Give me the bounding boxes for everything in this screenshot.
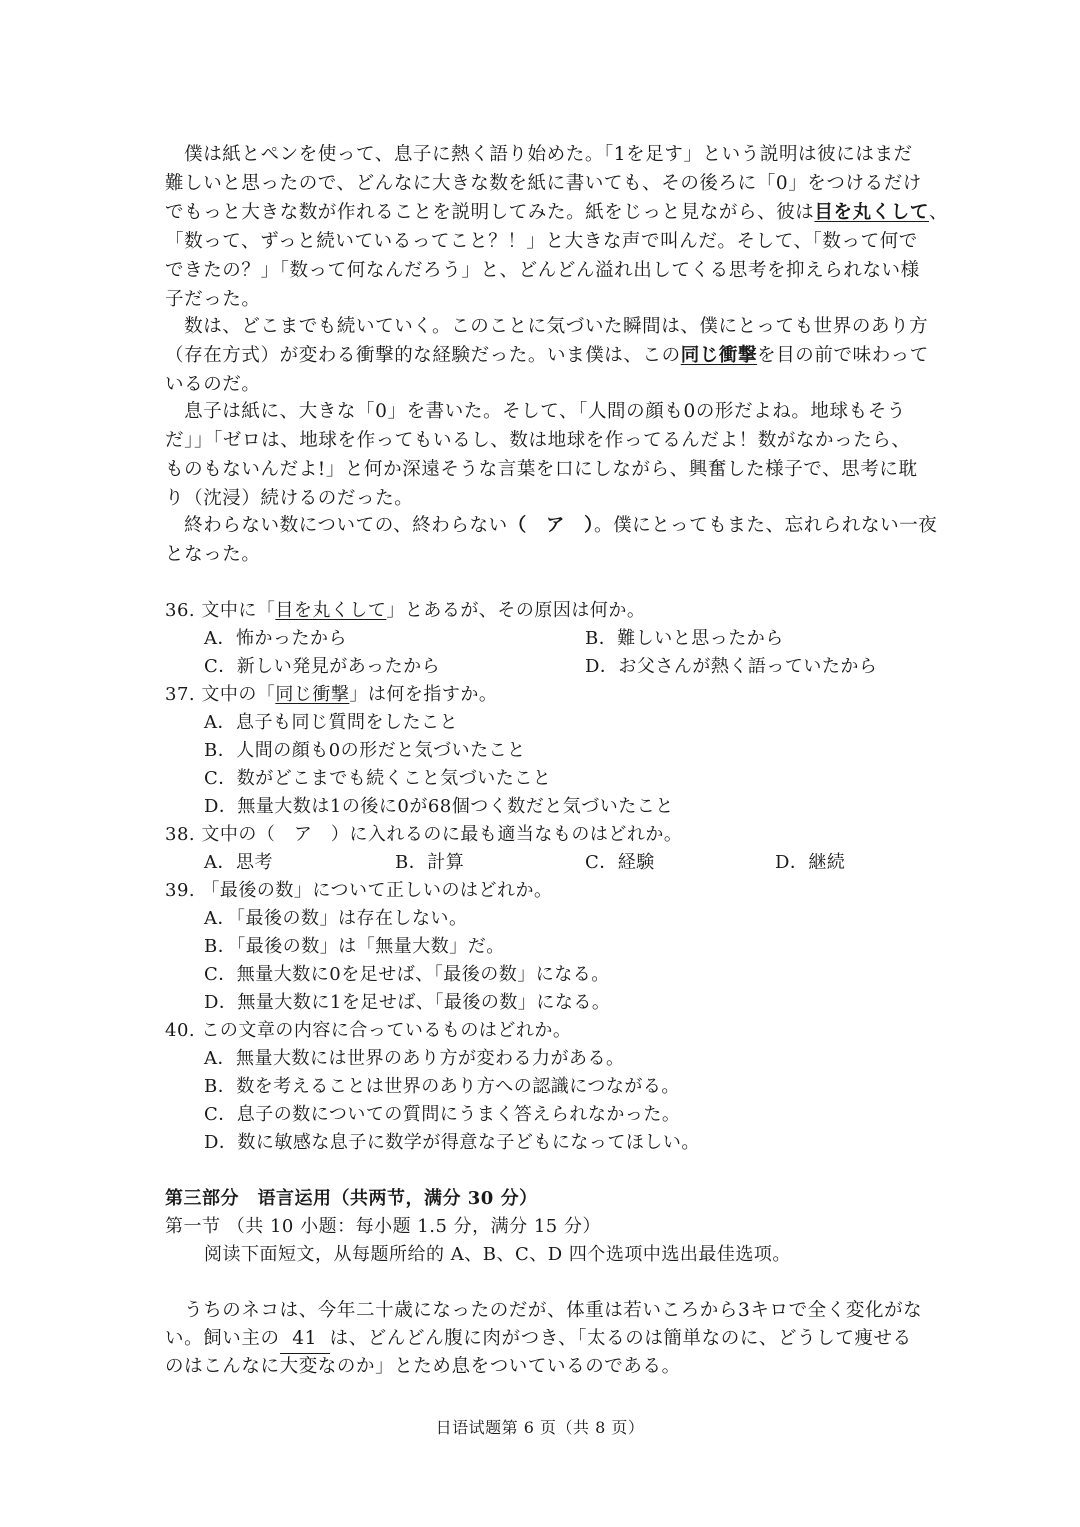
passage2-line: うちのネコは、今年二十歳になったのだが、体重は若いころから3キロで全く変化がな xyxy=(165,1300,923,1321)
option-37-b: B．人間の顔も0の形だと気づいたこと xyxy=(204,740,526,761)
option-37-c: C．数がどこまでも続くこと気づいたこと xyxy=(204,768,552,789)
passage2-line: のはこんなに大変なのか」とため息をついているのである。 xyxy=(165,1356,681,1377)
option-40-d: D．数に敏感な息子に数学が得意な子どもになってほしい。 xyxy=(204,1132,700,1153)
passage-line: ものもないんだよ!」と何か深遠そうな言葉を口にしながら、興奮した様子で、思考に耽 xyxy=(165,459,918,480)
option-36-a: A．怖かったから xyxy=(204,628,347,649)
option-39-b: B．「最後の数」は「無量大数」だ。 xyxy=(204,936,505,957)
option-36-d: D．お父さんが熱く語っていたから xyxy=(585,656,878,677)
option-38-a: A．思考 xyxy=(204,852,273,873)
option-38-c: C．経験 xyxy=(585,852,655,873)
underlined-phrase: 目を丸くして xyxy=(814,202,930,223)
blank-41: 41 xyxy=(280,1325,330,1354)
passage-line: 僕は紙とペンを使って、息子に熱く語り始めた。「1を足す」という説明は彼にはまだ xyxy=(165,144,913,165)
passage-line: 終わらない数についての、終わらない（ ア ）。僕にとってもまた、忘れられない一夜 xyxy=(165,515,938,536)
option-40-a: A．無量大数には世界のあり方が変わる力がある。 xyxy=(204,1048,625,1069)
passage2-line: い。飼い主の 41 は、どんどん腹に肉がつき、「太るのは簡単なのに、どうして痩せる xyxy=(165,1325,912,1354)
passage-line: 子だった。 xyxy=(165,289,261,310)
passage-line: （存在方式）が変わる衝撃的な経験だった。いま僕は、この同じ衝撃を目の前で味わって xyxy=(165,345,929,366)
passage-line: でもっと大きな数が作れることを説明してみた。紙をじっと見ながら、彼は目を丸くして、 xyxy=(165,202,949,223)
passage-line: 難しいと思ったので、どんなに大きな数を紙に書いても、その後ろに「0」をつけるだけ xyxy=(165,173,922,194)
option-37-a: A．息子も同じ質問をしたこと xyxy=(204,712,458,733)
section-instruction: 阅读下面短文，从每题所给的 A、B、C、D 四个选项中选出最佳选项。 xyxy=(204,1244,791,1265)
passage-line: り（沈浸）続けるのだった。 xyxy=(165,488,414,509)
option-40-b: B．数を考えることは世界のあり方への認識につながる。 xyxy=(204,1076,680,1097)
passage-line: だ」」「ゼロは、地球を作ってもいるし、数は地球を作ってるんだよ！数がなかったら、 xyxy=(165,430,911,451)
option-38-b: B．計算 xyxy=(395,852,465,873)
option-39-d: D．無量大数に1を足せば、「最後の数」になる。 xyxy=(204,992,611,1013)
page-footer: 日语试题第 6 页（共 8 页） xyxy=(435,1418,645,1437)
passage-line: 「数って、ずっと続いているってこと？！」と大きな声で叫んだ。そして、「数って何で xyxy=(165,231,918,252)
option-39-c: C．無量大数に0を足せば、「最後の数」になる。 xyxy=(204,964,610,985)
passage-line: いるのだ。 xyxy=(165,374,261,395)
question-36: 36. 文中に「目を丸くして」とあるが、その原因は何か。 xyxy=(165,600,646,621)
passage-line: できたの？」「数って何なんだろう」と、どんどん溢れ出してくる思考を抑えられない様 xyxy=(165,260,920,281)
option-39-a: A．「最後の数」は存在しない。 xyxy=(204,908,468,929)
underlined-phrase: 同じ衝撃 xyxy=(680,345,758,366)
option-38-d: D．継続 xyxy=(775,852,846,873)
question-37: 37. 文中の「同じ衝撃」は何を指すか。 xyxy=(165,684,498,705)
passage-line: 数は、どこまでも続いていく。このことに気づいた瞬間は、僕にとっても世界のあり方 xyxy=(165,316,929,337)
option-36-b: B．難しいと思ったから xyxy=(585,628,784,649)
section-title: 第三部分 语言运用（共两节，满分 30 分） xyxy=(165,1188,538,1209)
question-38: 38. 文中の（ ア ）に入れるのに最も適当なものはどれか。 xyxy=(165,824,683,845)
option-36-c: C．新しい発見があったから xyxy=(204,656,441,677)
option-37-d: D．無量大数は1の後に0が68個つく数だと気づいたこと xyxy=(204,796,674,817)
section-subtitle: 第一节 （共 10 小题：每小题 1.5 分，满分 15 分） xyxy=(165,1216,601,1237)
passage-line: となった。 xyxy=(165,544,261,565)
passage-line: 息子は紙に、大きな「0」を書いた。そして、「人間の顔も0の形だよね。地球もそう xyxy=(165,401,906,422)
option-40-c: C．息子の数についての質問にうまく答えられなかった。 xyxy=(204,1104,681,1125)
question-40: 40. この文章の内容に合っているものはどれか。 xyxy=(165,1020,572,1041)
question-39: 39. 「最後の数」について正しいのはどれか。 xyxy=(165,880,553,901)
blank-a: （ ア ） xyxy=(507,515,594,536)
